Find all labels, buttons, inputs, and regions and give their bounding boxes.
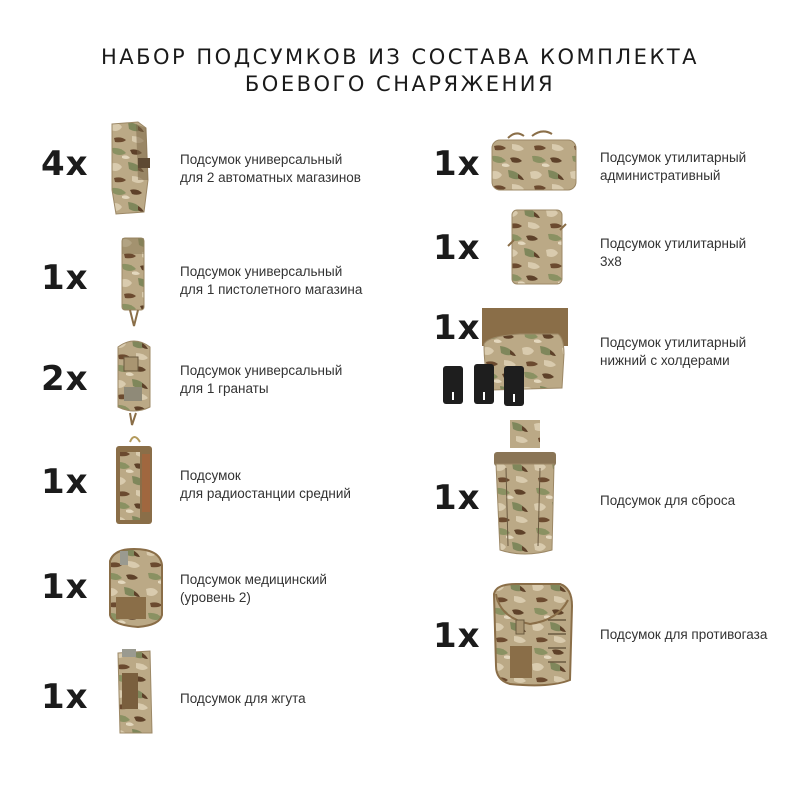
- list-item: [0, 643, 400, 738]
- item-description: Подсумок для противогаза: [600, 627, 768, 642]
- item-description: Подсумок для жгута: [180, 691, 306, 706]
- double-mag-pouch-icon: [108, 120, 158, 216]
- item-description: Подсумок для радиостанции средний: [180, 468, 351, 501]
- quantity-label: 1x: [41, 258, 89, 298]
- item-description: Подсумок утилитарный 3x8: [600, 236, 747, 269]
- lower-utility-pouch-with-holders-icon: [440, 304, 570, 412]
- item-description: Подсумок универсальный для 2 автоматных магазинов: [180, 152, 361, 185]
- list-item: [400, 578, 800, 693]
- grenade-pouch-icon: [112, 337, 156, 427]
- list-item: [400, 420, 800, 570]
- title-line-1: НАБОР ПОДСУМКОВ ИЗ СОСТАВА КОМПЛЕКТА: [100, 45, 700, 69]
- medical-pouch-icon: [104, 545, 168, 629]
- item-description: Подсумок для сброса: [600, 493, 736, 508]
- list-item: [0, 432, 400, 532]
- item-description: Подсумок медицинский (уровень 2): [180, 572, 327, 605]
- item-description: Подсумок универсальный для 1 пистолетного магазина: [180, 264, 363, 297]
- list-item: [400, 304, 800, 414]
- quantity-label: 1x: [41, 567, 89, 607]
- utility-3x8-pouch-icon: [504, 206, 568, 286]
- radio-pouch-icon: [112, 434, 156, 528]
- quantity-label: 4x: [41, 144, 89, 184]
- quantity-label: 1x: [41, 677, 89, 717]
- title-line-2: БОЕВОГО СНАРЯЖЕНИЯ: [244, 72, 556, 96]
- item-description: Подсумок утилитарный нижний с холдерами: [600, 335, 747, 368]
- dump-pouch-icon: [492, 420, 558, 560]
- admin-pouch-icon: [488, 128, 578, 194]
- quantity-label: 1x: [41, 462, 89, 502]
- list-item: [400, 122, 800, 197]
- list-item: [0, 543, 400, 633]
- quantity-label: 1x: [433, 144, 481, 184]
- quantity-label: 1x: [433, 616, 481, 656]
- list-item: [0, 118, 400, 218]
- list-item: [400, 204, 800, 289]
- tourniquet-pouch-icon: [112, 647, 158, 735]
- item-description: Подсумок утилитарный административный: [600, 150, 747, 183]
- quantity-label: 1x: [433, 478, 481, 518]
- quantity-label: 1x: [433, 308, 481, 348]
- list-item: [0, 232, 400, 327]
- list-item: [0, 333, 400, 428]
- pistol-mag-pouch-icon: [118, 236, 148, 328]
- item-description: Подсумок универсальный для 1 гранаты: [180, 363, 343, 396]
- page-title: [0, 44, 800, 98]
- quantity-label: 2x: [41, 359, 89, 399]
- quantity-label: 1x: [433, 228, 481, 268]
- gas-mask-pouch-icon: [490, 580, 576, 690]
